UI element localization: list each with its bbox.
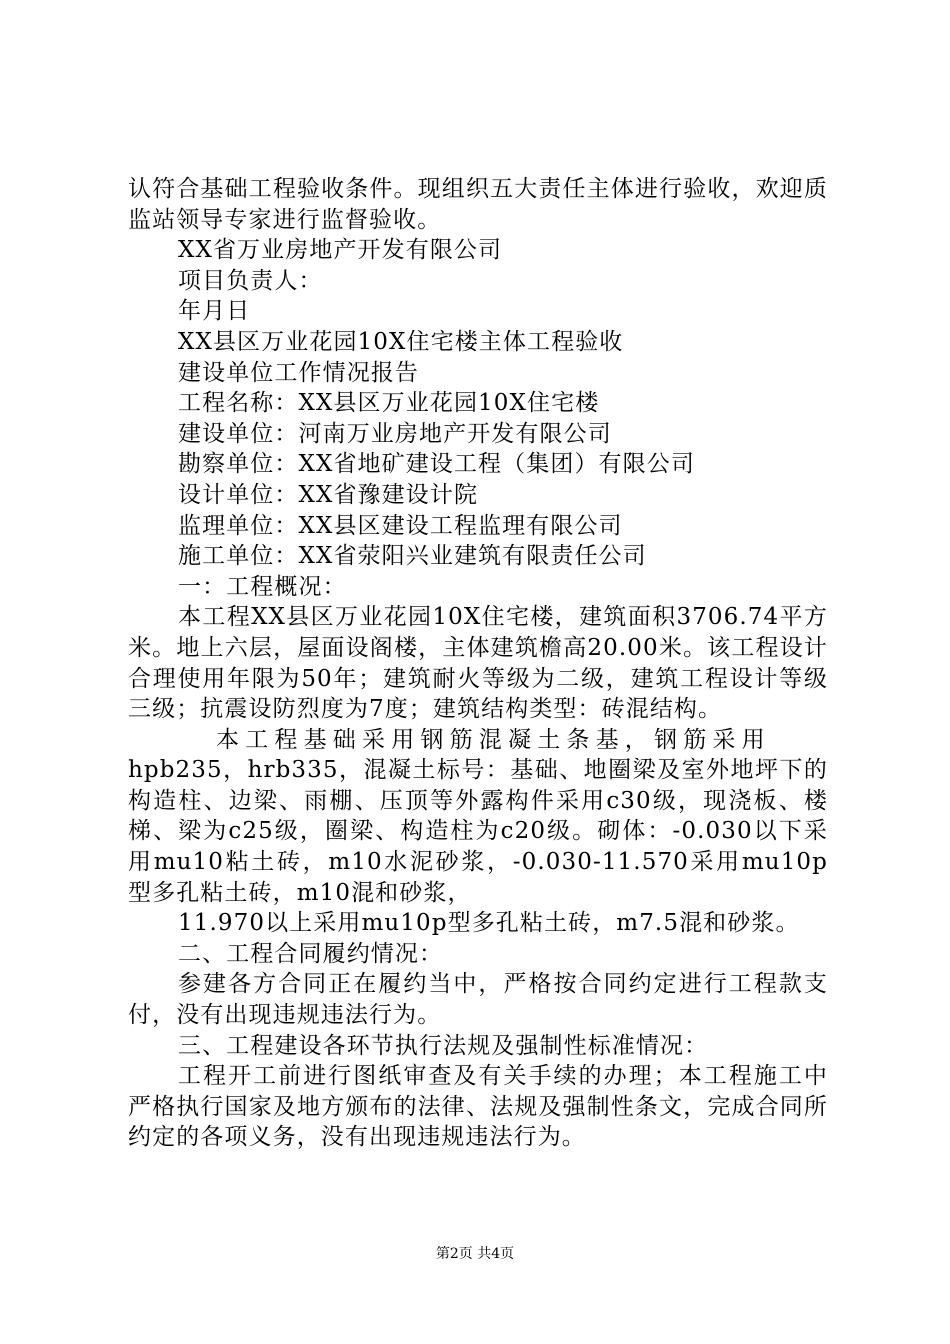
- section-heading-contract: 二、工程合同履约情况：: [178, 940, 444, 967]
- paragraph-project-name: 工程名称：XX县区万业花园10X住宅楼: [178, 390, 600, 417]
- paragraph-contract-performance: 参建各方合同正在履约当中，严格按合同约定进行工程款支付，没有出现违规违法行为。: [128, 971, 828, 1029]
- paragraph-foundation-details: hpb235，hrb335，混凝土标号：基础、地圈梁及室外地坪下的构造柱、边梁、雨棚、压顶等外露构件采用c30级，现浇板、楼梯、梁为c25级，圈梁、构造柱为c20级。砌体：-0.030以下采用mu10粘土砖，m10水泥砂浆，-0.030-11.570采用mu10p型多孔粘土砖，m10混和砂浆，: [128, 757, 828, 906]
- section-heading-regulations: 三、工程建设各环节执行法规及强制性标准情况：: [178, 1032, 709, 1059]
- paragraph-regulations-compliance: 工程开工前进行图纸审查及有关手续的办理；本工程施工中严格执行国家及地方颁布的法律、法规及强制性条文，完成合同所约定的各项义务，没有出现违规违法行为。: [128, 1063, 828, 1151]
- paragraph-design-unit: 设计单位：XX省豫建设计院: [178, 481, 479, 508]
- paragraph-foundation-intro: 本工程基础采用钢筋混凝土条基，钢筋采用: [216, 726, 771, 753]
- paragraph-masonry-upper: 11.970以上采用mu10p型多孔粘土砖，m7.5混和砂浆。: [178, 910, 800, 937]
- paragraph-company: XX省万业房地产开发有限公司: [178, 237, 503, 264]
- paragraph-report-title-2: 建设单位工作情况报告: [178, 359, 419, 386]
- paragraph-survey-unit: 勘察单位：XX省地矿建设工程（集团）有限公司: [178, 451, 695, 478]
- paragraph-project-overview: 本工程XX县区万业花园10X住宅楼，建筑面积3706.74平方米。地上六层，屋面设阁楼，主体建筑檐高20.00米。该工程设计合理使用年限为50年；建筑耐火等级为二级，建筑工程设计等级三级；抗震设防烈度为7度；建筑结构类型：砖混结构。: [128, 604, 828, 723]
- paragraph-report-title-1: XX县区万业花园10X住宅楼主体工程验收: [178, 328, 624, 355]
- paragraph-contractor-unit: 施工单位：XX省荥阳兴业建筑有限责任公司: [178, 543, 647, 570]
- section-heading-overview: 一：工程概况：: [178, 573, 347, 600]
- document-body: [128, 174, 828, 1153]
- paragraph-project-leader: 项目负责人：: [178, 267, 323, 294]
- paragraph-date: 年月日: [178, 298, 251, 325]
- paragraph-acceptance-intro: 认符合基础工程验收条件。现组织五大责任主体进行验收，欢迎质监站领导专家进行监督验收。: [128, 176, 828, 233]
- paragraph-construction-unit: 建设单位：河南万业房地产开发有限公司: [178, 420, 612, 447]
- paragraph-supervision-unit: 监理单位：XX县区建设工程监理有限公司: [178, 512, 623, 539]
- page-footer: 第2页 共4页: [435, 1246, 515, 1262]
